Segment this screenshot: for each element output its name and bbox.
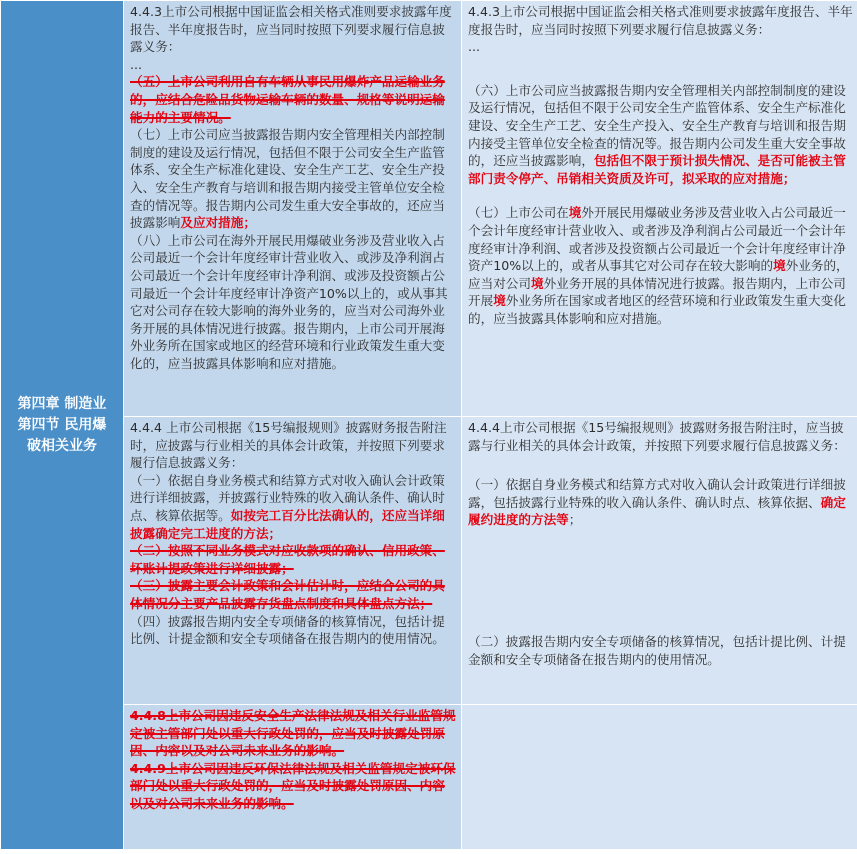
- old-rule-cell: [124, 417, 462, 705]
- clause-body: （六）上市公司应当披露报告期内安全管理相关内部控制制度的建设及运行情况，包括但不限于公司安全生产监管体系、安全生产标准化建设、安全生产工艺、安全生产投入、安全生产教育与培训和报告期内接受主管单位安全检查的情况等。报告期内公司发生重大安全事故的，还应当披露影响，: [468, 82, 846, 169]
- clause-body: 外业务开展的具体情况进行披露。报告期内，上市公司开展: [468, 275, 846, 309]
- highlighted-text: 境: [773, 258, 786, 274]
- chapter-label-cell: [1, 1, 124, 850]
- new-rule-intro: 4.4.4上市公司根据《15号编报规则》披露财务报告附注时，应当披露与行业相关的具体会计政策，并按照下列要求履行信息披露义务：: [468, 420, 846, 453]
- highlighted-text: 包括但不限于预计损失情况、是否可能被主管部门责令停产、吊销相关资质及许可，拟采取的应对措施；: [468, 153, 846, 186]
- table-row: [1, 417, 857, 705]
- clause-body: 外业务的，应当对公司: [468, 258, 849, 291]
- clause-body: （七）上市公司应当披露报告期内安全管理相关内部控制制度的建设及运行情况，包括但不限于公司安全生产监管体系、安全生产标准化建设、安全生产工艺、安全生产投入、安全生产教育与培训和报告期内接受主管单位安全检查的情况等。报告期内公司发生重大安全事故的，还应当披露影响: [130, 127, 445, 231]
- section-label-line-2: 破相关业务: [27, 437, 97, 454]
- clause-body: （七）上市公司在: [468, 205, 569, 221]
- table-row: [1, 705, 857, 850]
- highlighted-text: 及应对措施；: [180, 215, 256, 231]
- old-rule-intro: 4.4.4 上市公司根据《15号编报规则》披露财务报告附注时，应披露与行业相关的具体会计政策，并按照下列要求履行信息披露义务：: [130, 420, 447, 471]
- old-rule-cell: [124, 1, 462, 417]
- clause-text: [468, 82, 853, 188]
- clause-text: （八）上市公司在海外开展民用爆破业务涉及营业收入占公司最近一个会计年度经审计营业收入、或涉及净利润占公司最近一个会计年度经审计净利润、或涉及投资额占公司最近一个会计年度经审计净资产10%以上的，或从事其它对公司存在较大影响的海外业务的，应当对公司海外业务开展的具体情况进行披露。报告期内，上市公司开展海外业务所在国家或地区的经营环境和行业政策发生重大变化的，应当披露具体影响和应对措施。: [130, 232, 448, 371]
- ellipsis: ...: [130, 56, 143, 72]
- old-rule-cell: [124, 705, 462, 850]
- ellipsis: ...: [468, 39, 481, 55]
- clause-body: 外业务所在国家或者地区的经营环境和行业政策发生重大变化的，应当披露具体影响和应对措施。: [468, 293, 846, 326]
- clause-body: ；: [568, 512, 582, 528]
- clause-text: [130, 472, 457, 542]
- clause-text: [130, 126, 457, 232]
- highlighted-text: 境: [530, 275, 544, 291]
- new-rule-intro: 4.4.3上市公司根据中国证监会相关格式准则要求披露年度报告、半年度报告时，应当同时按照下列要求履行信息披露义务：: [468, 4, 853, 37]
- clause-body: （一）依据自身业务模式和结算方式对收入确认会计政策进行详细披露，并披露行业特殊的收入确认条件、确认时点、核算依据等。: [130, 472, 445, 523]
- highlighted-text: 境: [493, 293, 506, 309]
- highlighted-text: 如按完工百分比法确认的，还应当详细披露确定完工进度的方法；: [130, 507, 445, 541]
- deleted-clause: 4.4.8上市公司因违反安全生产法律法规及相关行业监管规定被主管部门处以重大行政处罚的，应当及时披露处罚原因、内容以及对公司未来业务的影响。: [130, 708, 456, 759]
- old-rule-intro: 4.4.3上市公司根据中国证监会相关格式准则要求披露年度报告、半年度报告时，应当同时按照下列要求履行信息披露义务：: [130, 4, 452, 55]
- chapter-label-line: 第四章 制造业: [17, 395, 107, 412]
- new-rule-cell-empty: [462, 705, 857, 850]
- clause-text: [468, 204, 853, 327]
- table-row: [1, 1, 857, 417]
- deleted-clause: （三）披露主要会计政策和会计估计时，应结合公司的具体情况分主要产品披露存货盘点制度和具体盘点方法；: [130, 578, 445, 611]
- new-rule-cell: [462, 1, 857, 417]
- clause-text: [468, 476, 853, 529]
- deleted-clause: （五）上市公司利用自有车辆从事民用爆炸产品运输业务的，应结合危险品货物运输车辆的数量、规格等说明运输能力的主要情况。: [130, 74, 445, 125]
- clause-text: （四）披露报告期内安全专项储备的核算情况，包括计提比例、计提金额和安全专项储备在报告期内的使用情况。: [130, 613, 445, 647]
- section-label-line: 第四节 民用爆: [17, 416, 107, 433]
- deleted-clause: 4.4.9上市公司因违反环保法律法规及相关监管规定被环保部门处以重大行政处罚的，应当及时披露处罚原因、内容以及对公司未来业务的影响。: [130, 760, 456, 811]
- new-rule-cell: [462, 417, 857, 705]
- clause-text: （二）披露报告期内安全专项储备的核算情况，包括计提比例、计提金额和安全专项储备在报告期内的使用情况。: [468, 633, 846, 667]
- clause-body: （一）依据自身业务模式和结算方式对收入确认会计政策进行详细披露，包括披露行业特殊的收入确认条件、确认时点、核算依据、: [468, 477, 846, 510]
- highlighted-text: 境: [568, 205, 582, 221]
- clause-body: 外开展民用爆破业务涉及营业收入占公司最近一个会计年度经审计营业收入、或者涉及净利润占公司最近一个会计年度经审计净利润、或者涉及投资额占公司最近一个会计年度经审计净资产10%以上的，或者从事其它对公司存在较大影响的: [468, 205, 846, 274]
- highlighted-text: 确定履约进度的方法等: [468, 494, 846, 528]
- deleted-clause: （二）按照不同业务模式对应收款项的确认、信用政策、坏账计提政策进行详细披露；: [130, 543, 445, 576]
